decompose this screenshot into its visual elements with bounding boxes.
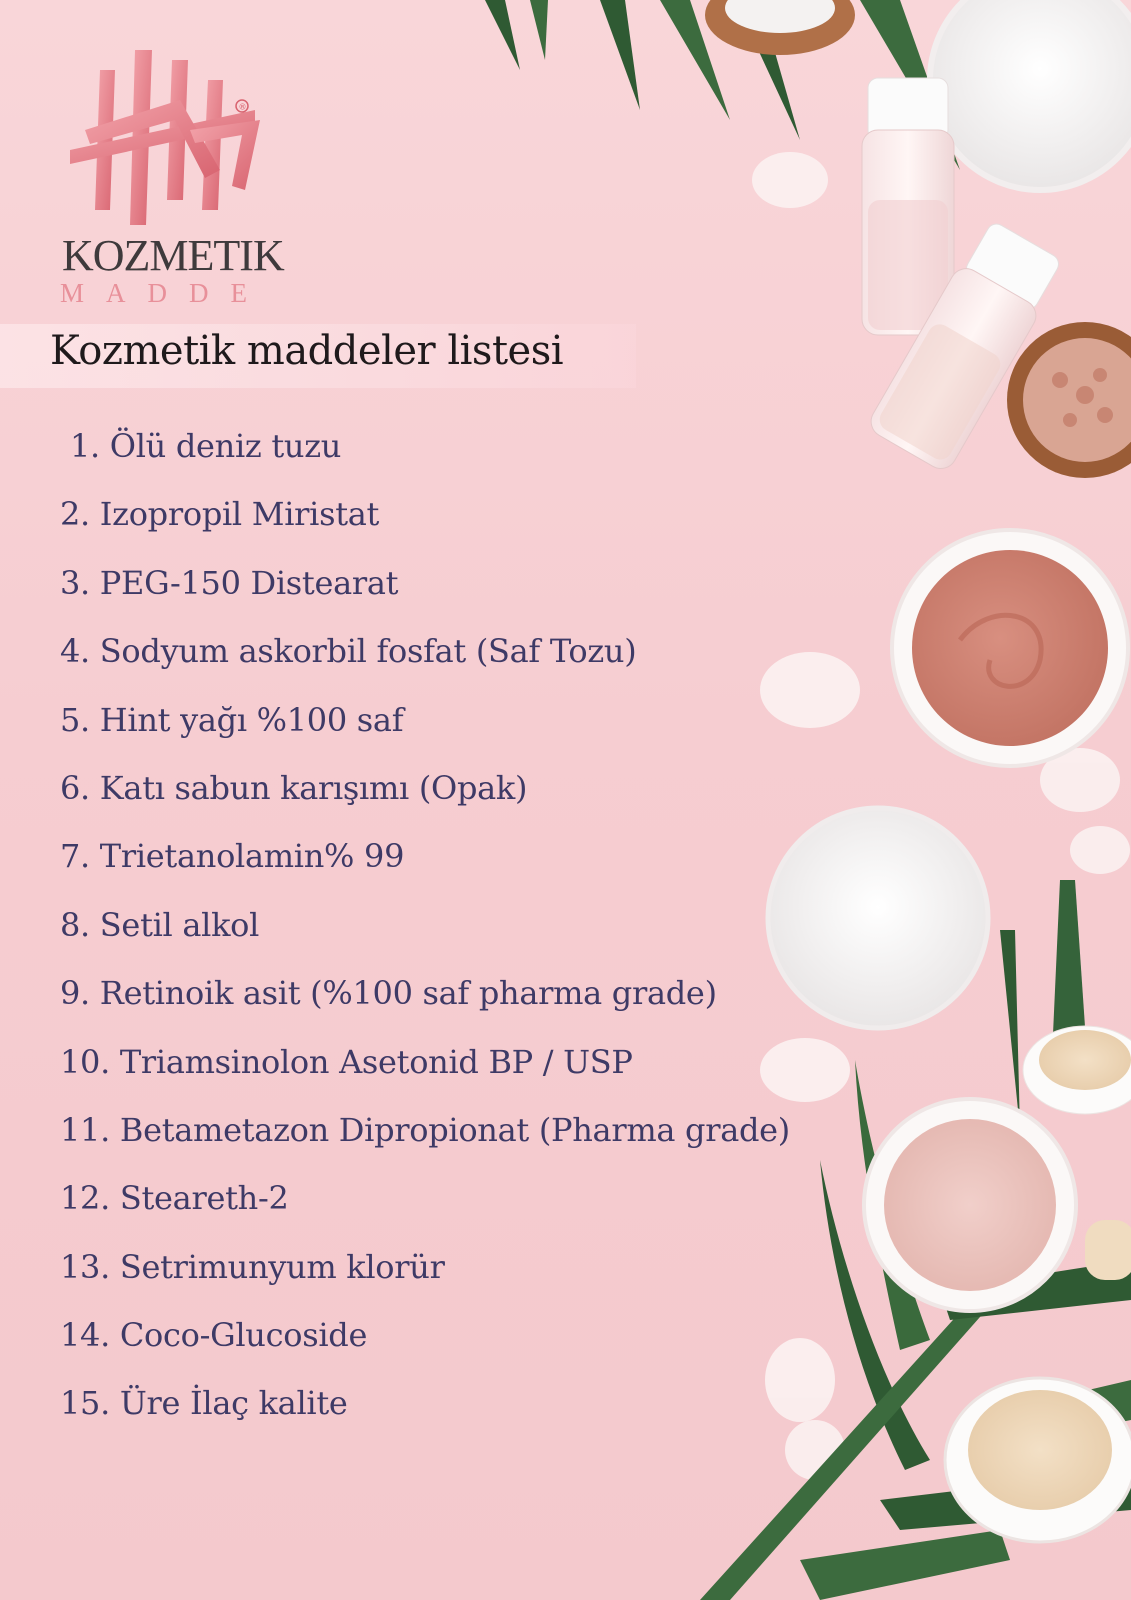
list-item: 6. Katı sabun karışımı (Opak) <box>60 768 528 807</box>
list-item: 4. Sodyum askorbil fosfat (Saf Tozu) <box>60 632 637 671</box>
logo-mark-icon <box>60 40 290 230</box>
page-title: Kozmetik maddeler listesi <box>50 328 564 374</box>
list-item: 11. Betametazon Dipropionat (Pharma grade) <box>60 1110 790 1149</box>
list-item: 7. Trietanolamin% 99 <box>60 837 405 876</box>
list-item: 5. Hint yağı %100 saf <box>60 700 404 739</box>
brand-logo <box>60 40 290 310</box>
list-item: 15. Üre İlaç kalite <box>60 1384 348 1423</box>
list-item: 3. PEG-150 Distearat <box>60 563 399 602</box>
list-item: 14. Coco-Glucoside <box>60 1316 368 1355</box>
list-item: 1. Ölü deniz tuzu <box>70 427 342 465</box>
list-item: 10. Triamsinolon Asetonid BP / USP <box>60 1042 633 1081</box>
registered-mark: ® <box>238 102 247 112</box>
logo-subtitle: MADDE <box>60 278 269 308</box>
list-item: 8. Setil alkol <box>60 905 260 944</box>
ingredient-list <box>60 412 790 1438</box>
list-item: 2. Izopropil Miristat <box>60 495 380 534</box>
list-item: 12. Steareth-2 <box>60 1179 289 1218</box>
wooden-spoon <box>1085 1220 1131 1280</box>
salt-bowl-top <box>930 0 1131 190</box>
list-item: 13. Setrimunyum klorür <box>60 1247 445 1286</box>
cream-jar-small <box>1023 1026 1131 1114</box>
logo-wordmark: KOZMETIK <box>62 231 284 280</box>
cream-jar-large <box>945 1378 1131 1542</box>
bottle-icon <box>862 78 954 335</box>
list-item: 9. Retinoik asit (%100 saf pharma grade) <box>60 974 717 1013</box>
salt-bowl-middle <box>768 808 988 1028</box>
